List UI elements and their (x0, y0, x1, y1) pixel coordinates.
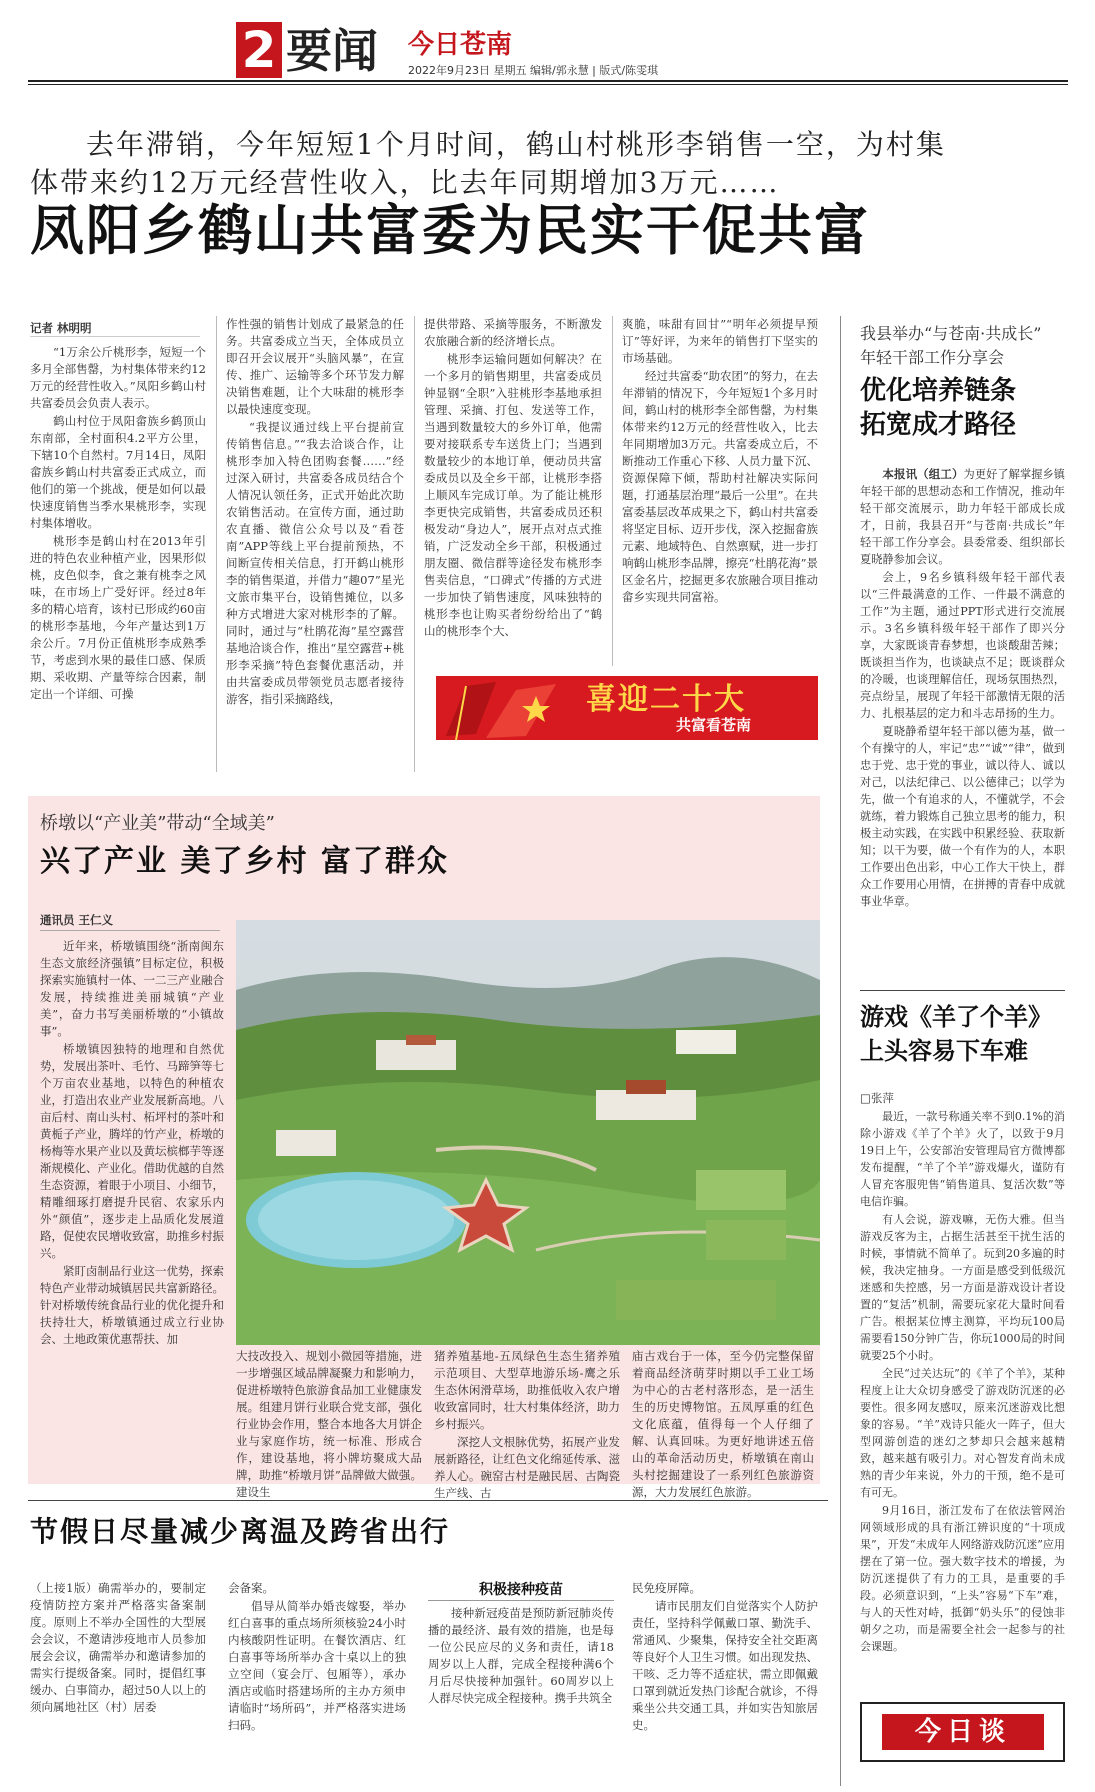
paragraph: 夏晓静希望年轻干部以德为基，做一个有操守的人，牢记“忠”“诚”“律”，做到忠于党、忠于党的事业，诚以待人、诚以对己，以法纪律己、以公德律己；以学为先，做一个有追求的人，不懂就学，不会就练，着力锻炼自己独立思考的能力，积极主动实践，在实践中积累经验、获取新知；以干为要，做一个有作为的人，本职工作要出色出彩，中心工作大干快上，群众工作要用心用情，在拼搏的青春中成就事业华章。 (860, 725, 1065, 908)
side-byline: 本报讯（组工） (882, 467, 964, 481)
paragraph: 庙古戏台于一体，至今仍完整保留着商品经济萌芽时期以手工业工场为中心的古老村落形态，是一活生生的历史博物馆。五凤厚重的红色文化底蕴，值得每一个人仔细了解、认真回味。为更好地讲述五倍山的革命活动历史，桥墩镇在南山头村挖掘建设了一系列红色旅游资源，大力发展红色旅游。 (632, 1349, 814, 1499)
paragraph: 倡导从简举办婚丧嫁娶，举办红白喜事的重点场所须核验24小时内核酸阴性证明。在餐饮酒店、红白喜事等场所举办含十桌以上的独立空间（宴会厅、包厢等），承办酒店或临时搭建场所的主办方须申请临时“场所码”，并严格落实进场扫码。 (228, 1599, 406, 1732)
banner-twentieth-congress (436, 676, 818, 740)
paragraph: 鹤山村位于凤阳畲族乡鹤顶山东南部，全村面积4.2平方公里，下辖10个自然村。7月14日，凤阳畲族乡鹤山村共富委正式成立，而他们的第一个挑战，便是如何以最快速度销售当季水果桃形李，实现村集体增收。 (30, 414, 206, 530)
paragraph: 有人会说，游戏嘛，无伤大雅。但当游戏反客为主，占据生活甚至干扰生活的时候，事情就不简单了。玩到20多遍的时候，我决定抽身。一方面是感受到低级沉迷感和失控感，另一方面是游戏设计者设置的“复活”机制，需要玩家花大量时间看广告。根据某位博主测算，平均玩100局需要看150分钟广告，你玩1000局的时间就要25个小时。 (860, 1213, 1065, 1362)
banner-subtitle: 共富看苍南 (676, 716, 752, 734)
side-kicker (860, 322, 1065, 370)
header-rule-thin (28, 84, 1068, 85)
main-col-2 (226, 316, 404, 709)
game-byline: □张萍 (860, 1091, 894, 1105)
feature-col-3 (434, 1348, 620, 1503)
bottom-article-title: 节假日尽量减少离温及跨省出行 (30, 1515, 451, 1548)
paragraph: 民免疫屏障。 (632, 1581, 701, 1595)
paragraph: 为更好了解掌握乡镇年轻干部的思想动态和工作情况，推动年轻干部交流展示，助力年轻干部成长成才，日前，我县召开“与苍南·共成长”年轻干部工作分享会。县委常委、组织部长夏晓静参加会议。 (860, 468, 1065, 566)
bottom-col-3 (428, 1580, 614, 1708)
game-article-title (860, 1000, 1065, 1068)
banner-title: 喜迎二十大 (586, 682, 746, 717)
side-title (860, 374, 1065, 442)
paragraph: 猪养殖基地-五凤绿色生态生猪养殖示范项目、大型草地游乐场-鹰之乐生态休闲滑草场，助推低收入农户增收致富同时，壮大村集体经济，助力乡村振兴。 (434, 1349, 620, 1431)
paragraph: “我提议通过线上平台提前宣传销售信息。”“我去洽谈合作，让桃形李加入特色团购套餐……”经过深入研讨，共富委各成员结合个人情况认领任务，正式开始此次助农销售活动。在宣传方面，通过助农直播、微信公众号以及“看苍南”APP等线上平台提前预热，不间断宣传相关信息，打开鹤山桃形李的销售渠道，并借力“趣07”星光文旅市集平台，设销售摊位，以多种方式增进大家对桃形李的了解。同时，通过与“杜鹃花海”星空露营基地洽谈合作，推出“星空露营+桃形李采摘”特色套餐优惠活动，并由共富委成员带领党员志愿者接待游客，指引采摘路线， (226, 420, 404, 706)
side-title-line-2: 拓宽成才路径 (860, 410, 1017, 440)
feature-col-1 (40, 938, 224, 1349)
paragraph: 最近，一款号称通关率不到0.1%的消除小游戏《羊了个羊》火了，以致于9月19日上午，公安部治安管理局官方微博都发布提醒，“羊了个羊”游戏爆火，谨防有人冒充客服兜售“销售道具、复活次数”等电信诈骗。 (860, 1110, 1065, 1208)
column-divider (414, 316, 415, 772)
section-rule (860, 990, 1065, 991)
paragraph: （上接1版）确需举办的，要制定疫情防控方案并严格落实备案制度。原则上不举办全国性的大型展会会议，不邀请涉疫地市人员参加展会会议，确需举办和邀请参加的需实行提级备案。同时，提倡红事缓办、白事简办，超过50人以上的须向属地社区（村）居委 (30, 1581, 206, 1714)
main-col-1 (30, 344, 206, 704)
article-byline: 记者 林明明 (30, 321, 92, 335)
bottom-col-1 (30, 1580, 206, 1717)
paragraph: 请市民朋友们自觉落实个人防护责任，坚持科学佩戴口罩、勤洗手、常通风、少聚集，保持安全社交距离等良好个人卫生习惯。如出现发热、干咳、乏力等不适症状，需立即佩戴口罩到就近发热门诊配合就诊，不得乘坐公共交通工具，并如实告知旅居史。 (632, 1599, 818, 1732)
today-talk-label: 今日谈 (882, 1714, 1044, 1750)
feature-byline-rule (40, 930, 220, 931)
bottom-col-4 (632, 1580, 818, 1735)
side-kicker-line-2: 年轻干部工作分享会 (860, 348, 1005, 367)
game-title-line-2: 上头容易下车难 (860, 1037, 1028, 1065)
side-title-line-1: 优化培养链条 (860, 376, 1017, 406)
feature-col-2 (236, 1348, 422, 1502)
feature-col-4 (632, 1348, 814, 1502)
side-kicker-line-1: 我县举办“与苍南·共成长” (860, 324, 1042, 343)
main-col-3 (424, 316, 602, 641)
main-col-4 (622, 316, 818, 672)
today-talk-badge (860, 1702, 1065, 1762)
game-title-line-1: 游戏《羊了个羊》 (860, 1003, 1052, 1031)
bottom-col-2 (228, 1580, 406, 1735)
paragraph: 经过共富委“助农团”的努力，在去年滞销的情况下，今年短短1个多月时间，鹤山村的桃形李全部售罄，为村集体带来约12万元的经营性收入，比去年同期增加3万元。共富委成立后，不断推动工作重心下移、人员力量下沉、资源保障下倾，帮助村社解决实际问题，打通基层治理“最后一公里”。在共富委基层改革成果之下，鹤山村共富委将坚定目标、迈开步伐，深入挖掘畲族元素、地域特色、自然禀赋，进一步打响鹤山桃形李品牌，擦亮“杜鹃花海”景区金名片，挖掘更多农旅融合项目推动畲乡实现共同富裕。 (622, 369, 818, 604)
paragraph: 桥墩镇因独特的地理和自然优势，发展出茶叶、毛竹、马蹄笋等七个万亩农业基地，以特色的种植农业，打造出农业产业发展新高地。八亩后村、南山头村、柘坪村的茶叶和黄栀子产业，腾垟的竹产业，桥墩的杨梅等水果产业以及黄坛槟榔芋等逐渐规模化、产业化。借助优越的自然生态资源，着眼于小项目、小细节，精雕细琢打磨提升民宿、农家乐内外“颜值”，逐步走上品质化发展道路，促使农民增收致富，助推乡村振兴。 (40, 1042, 224, 1260)
column-divider (840, 316, 841, 1786)
feature-kicker: 桥墩以“产业美”带动“全域美” (40, 813, 275, 834)
column-divider (216, 316, 217, 772)
paragraph: “1万余公斤桃形李，短短一个多月全部售罄，为村集体带来约12万元的经营性收入。”凤阳乡鹤山村共富委员会负责人表示。 (30, 345, 206, 410)
feature-byline: 通讯员 王仁义 (40, 913, 114, 927)
flag-icon (436, 676, 576, 740)
feature-photo-village (236, 920, 820, 1345)
section-rule (28, 1500, 828, 1501)
paragraph: 9月16日，浙江发布了在依法管网治网领域形成的具有浙江辨识度的“十项成果”，开发“未成年人网络游戏防沉迷”应用摆在了第一位。强大数字技术的增援，为防沉迷提供了有力的工具，是重要的手段。必须意识到，“上头”容易“下车”难，与人的天性对峙，抵御“奶头乐”的侵蚀非朝夕之功，而是需要全社会一起参与的社会课题。 (860, 1504, 1065, 1653)
paragraph: 会备案。 (228, 1581, 274, 1595)
game-article-body (860, 1108, 1065, 1656)
section-name: 要闻 (286, 24, 378, 78)
side-article-body (860, 466, 1065, 911)
paragraph: 深挖人文根脉优势，拓展产业发展新路径，让红色文化绵延传承、滋养人心。碗窑古村是融民居、古陶瓷生产线、古 (434, 1435, 620, 1500)
paragraph: 大技改投入、规划小微园等措施，进一步增强区域品牌凝聚力和影响力，促进桥墩特色旅游食品加工业健康发展。组建月饼行业联合党支部，强化行业协会作用，整合本地各大月饼企业与家庭作坊，统一标准、形成合作，建设基地，将小牌坊聚成大品牌，助推“桥墩月饼”品牌做大做强。建设生 (236, 1349, 422, 1499)
paragraph: 桃形李是鹤山村在2013年引进的特色农业种植产业，因果形似桃，皮色似李，食之兼有桃李之风味，在市场上广受好评。经过8年多的精心培育，该村已形成约60亩的桃形李基地，今年产量达到1万余公斤。7月份正值桃形李成熟季节，考虑到水果的最佳口感、保质期、采收期、产量等综合因素，制定出一个详细、可操 (30, 534, 206, 701)
byline-rule (30, 336, 200, 337)
article-headline: 凤阳乡鹤山共富委为民实干促共富 (30, 199, 870, 262)
feature-title: 兴了产业 美了乡村 富了群众 (40, 844, 449, 879)
paragraph: 作性强的销售计划成了最紧急的任务。共富委成立当天，全体成员立即召开会议展开“头脑风暴”，在宣传、推广、运输等多个环节发力解决销售难题，让个大味甜的桃形李以最快速度变现。 (226, 317, 404, 416)
lead-line-2: 体带来约12万元经营性收入，比去年同期增加3万元…… (30, 166, 780, 199)
lead-line-1: 去年滞销，今年短短1个月时间，鹤山村桃形李销售一空，为村集 (86, 128, 946, 161)
village-aerial-image (236, 920, 820, 1345)
header-rule (28, 80, 1068, 82)
paragraph: 近年来，桥墩镇围绕“浙南闽东生态文旅经济强镇”目标定位，积极探索实施镇村一体、一二三产业融合发展，持续推进美丽城镇“产业美”，奋力书写美丽桥墩的“小镇故事”。 (40, 939, 224, 1038)
paragraph: 紧盯卤制品行业这一优势，探索特色产业带动城镇居民共富新路径。针对桥墩传统食品行业的优化提升和扶持壮大，桥墩镇通过成立行业协会、土地政策优惠帮扶、加 (40, 1264, 224, 1346)
paragraph: 爽脆，味甜有回甘”“明年必须提早预订”等好评，为来年的销售打下坚实的市场基础。 (622, 317, 818, 365)
paragraph: 会上，9名乡镇科级年轻干部代表以“三件最满意的工作、一件最不满意的工作”为主题，通过PPT形式进行交流展示。3名乡镇科级年轻干部作了即兴分享，大家既谈青春梦想，也谈酸甜苦辣；既谈担当作为，也谈缺点不足；既谈群众的冷暖，也谈理解信任，现场氛围热烈，亮点纷呈，展现了年轻干部激情无限的活力、扎根基层的定力和斗志昂扬的生力。 (860, 571, 1065, 720)
paragraph: 接种新冠疫苗是预防新冠肺炎传播的最经济、最有效的措施，也是每一位公民应尽的义务和责任，请18周岁以上人群，完成全程接种满6个月后尽快接种加强针。60周岁以上人群尽快完成全程接种。携手共筑全 (428, 1606, 614, 1705)
paragraph: 提供带路、采摘等服务，不断激发农旅融合新的经济增长点。 (424, 317, 602, 348)
paragraph: 桃形李运输问题如何解决？在一个多月的销售期里，共富委成员钟显钢“全职”入驻桃形李基地承担管理、采摘、打包、发送等工作，当遇到数量较大的乡外订单，他需要对接联系专车送货上门；当遇到数量较少的本地订单，便动员共富委成员以及全乡干部，让桃形李搭上顺风车完成订单。为了能让桃形李更快完成销售，共富委成员还积极发动“身边人”，展开点对点式推销，广泛发动全乡干部，积极通过朋友圈、微信群等途径发布桃形李售卖信息，“口碑式”传播的方式进一步加快了销售速度，风味独特的桃形李也让购买者纷纷给出了“鹤山的桃形李个大、 (424, 352, 602, 638)
column-divider (612, 316, 613, 666)
page-number: 2 (236, 22, 282, 78)
paragraph: 全民“过关达玩”的《羊了个羊》，某种程度上让大众切身感受了游戏防沉迷的必要性。很多网友感叹，原来沉迷游戏比想象的容易。“羊”戏诗只能火一阵子，但大型网游创造的迷幻之梦却只会越来越精致，越来越有吸引力。对心智发育尚未成熟的青少年来说，外力的干预，绝不是可有可无。 (860, 1367, 1065, 1499)
issue-info: 2022年9月23日 星期五 编辑/郭永慧 | 版式/陈雯琪 (408, 64, 659, 77)
subheading-vaccination: 积极接种疫苗 (428, 1580, 614, 1601)
article-lead (30, 126, 1070, 202)
paper-name: 今日苍南 (408, 30, 513, 60)
